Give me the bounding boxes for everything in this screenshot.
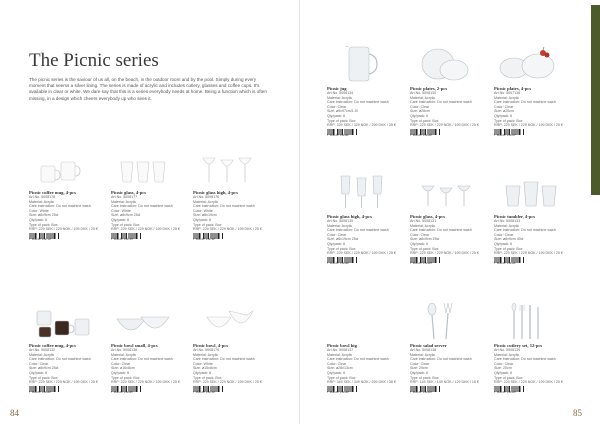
product-spec-line: Color: White <box>111 208 131 213</box>
product-picnic-plates-4 <box>494 44 572 137</box>
product-spec-line: Care instruction: Do not machine wash <box>111 204 173 209</box>
product-spec-line: Size: 29cm <box>410 366 428 371</box>
page-number-left: 84 <box>10 408 19 418</box>
product-spec-line: Qty/pack: 6 <box>29 217 48 222</box>
barcode <box>111 233 141 241</box>
product-spec-line: Material: Acrylic <box>410 95 436 100</box>
product-spec-line: Color: Clear <box>494 232 514 237</box>
product-spec-line: Material: Acrylic <box>29 352 55 357</box>
product-image-plates <box>410 44 488 84</box>
product-spec-line: Size: ø8x9cm 25cl <box>29 366 59 371</box>
product-spec-line: Size: ø8x9cm 25cl <box>29 213 59 218</box>
product-picnic-coffee-mug-clear <box>29 301 107 394</box>
barcode-number: 7 394163 111404 <box>410 261 432 265</box>
product-name: Picnic coffee mug, 4-pcs <box>29 343 76 348</box>
product-spec-line: Type of pack: Box <box>111 222 140 227</box>
product-spec-line: Art.No. 5008177 <box>111 195 138 199</box>
product-spec-line: Material: Acrylic <box>29 199 55 204</box>
product-spec-line: RRP: 229 SEK / 229 NOK / 199 DKK / 25 € <box>494 251 563 256</box>
product-name: Picnic glass high, 4-pcs <box>327 214 372 219</box>
product-name: Picnic tumbler, 4-pcs <box>494 214 536 219</box>
product-name: Picnic cutlery set, 12-pcs <box>494 343 543 348</box>
product-spec-line: Qty/pack: 6 <box>327 113 346 118</box>
product-spec-line: RRP: 149 SEK / 149 NOK / 129 DKK / 16 € <box>410 380 479 385</box>
product-spec-line: Qty/pack: 6 <box>327 241 346 246</box>
barcode-number: 7 394163 111398 <box>327 261 349 265</box>
product-image-high-glass-white <box>193 148 271 188</box>
product-spec-line: Color: Clear <box>327 361 347 366</box>
product-spec-line: Color: White <box>193 208 213 213</box>
barcode-number: 7 394163 111725 <box>111 237 133 241</box>
product-image-glass-clear <box>410 172 488 212</box>
product-picnic-glass-clear <box>410 172 488 265</box>
product-name: Picnic bowl, 4-pcs <box>193 343 229 348</box>
barcode <box>494 257 524 265</box>
product-spec-line: Type of pack: Box <box>193 375 222 380</box>
product-spec-line: Art.No. 5008133 <box>494 219 521 223</box>
product-image-bowl-white <box>193 301 271 341</box>
product-spec-line: Type of pack: Box <box>494 375 523 380</box>
product-spec-line: Care instruction: Do not machine wash <box>327 357 389 362</box>
product-spec-line: Care instruction: Do not machine wash <box>494 100 556 105</box>
product-spec-line: Care instruction: Do not machine wash <box>494 357 556 362</box>
product-spec-line: Material: Acrylic <box>193 199 219 204</box>
product-spec-line: Care instruction: Do not machine wash <box>494 228 556 233</box>
product-spec-line: Type of pack: Box <box>327 375 356 380</box>
product-spec-line: Qty/pack: 6 <box>494 370 513 375</box>
product-picnic-coffee-mug-white <box>29 148 107 241</box>
barcode <box>111 386 141 394</box>
product-spec-line: Art.No. 5008132 <box>29 348 56 352</box>
intro-text: The picnic series is the saviour of us all, on the beach, in the outdoor room and by the pool. Simply during every moment that seems a silver lining. The series is made of acrylic and includes cutlery, glasses and coffee cups. It's available in clear or white. We dare say that this is a series everybody needs at home. Being a function which is often missing, in a design which cheers everybody up who sees it. <box>29 77 267 101</box>
product-spec-line: RRP: 229 SEK / 229 NOK / 199 DKK / 25 € <box>193 380 262 385</box>
product-picnic-bowl-small <box>111 301 189 394</box>
product-spec-line: Size: ø15x8cm <box>193 366 217 371</box>
product-picnic-salad-server <box>410 301 488 394</box>
product-image-salad-server <box>410 301 488 341</box>
product-spec-line: Qty/pack: 6 <box>410 370 429 375</box>
product-image-mug-white <box>29 148 107 188</box>
product-spec-line: Type of pack: Box <box>494 118 523 123</box>
product-spec-line: Color: Clear <box>327 232 347 237</box>
product-spec-line: RRP: 229 SEK / 229 NOK / 199 DKK / 25 € <box>29 227 98 232</box>
product-spec-line: Size: ø8x9cm 25cl <box>410 237 440 242</box>
product-spec-line: Type of pack: Box <box>410 246 439 251</box>
product-spec-line: Size: ø28x13cm <box>327 366 353 371</box>
barcode-number: 7 394163 111381 <box>327 133 349 137</box>
barcode-number: 7 394163 111442 <box>327 390 349 394</box>
product-spec-line: Material: Acrylic <box>494 95 520 100</box>
product-spec-line: RRP: 229 SEK / 229 NOK / 199 DKK / 25 € <box>327 251 396 256</box>
product-spec-line: Care instruction: Do not machine wash <box>327 228 389 233</box>
barcode-number: 7 394163 111718 <box>29 237 51 241</box>
product-spec-line: Color: Clear <box>494 361 514 366</box>
product-spec-line: Color: Clear <box>327 104 347 109</box>
product-spec-line: Size: ø28cm <box>410 109 430 114</box>
product-name: Picnic plates, 4-pcs <box>494 86 532 91</box>
product-spec-line: Qty/pack: 6 <box>494 113 513 118</box>
product-spec-line: Color: Clear <box>410 104 430 109</box>
product-picnic-tumbler <box>494 172 572 265</box>
product-name: Picnic bowl big <box>327 343 357 348</box>
product-spec-line: RRP: 229 SEK / 229 NOK / 199 DKK / 25 € <box>193 227 262 232</box>
product-spec-line: RRP: 229 SEK / 229 NOK / 199 DKK / 25 € <box>410 123 479 128</box>
product-spec-line: Type of pack: Box <box>410 375 439 380</box>
barcode <box>327 257 357 265</box>
product-spec-line: Color: Clear <box>494 104 514 109</box>
product-spec-line: Type of pack: Box <box>111 375 140 380</box>
product-spec-line: Size: 20cm <box>494 366 512 371</box>
product-image-jug <box>327 44 405 84</box>
product-spec-line: Art.No. 5008131 <box>410 219 437 223</box>
product-picnic-glass-high-white <box>193 148 271 241</box>
product-name: Picnic glass, 4-pcs <box>111 190 147 195</box>
product-spec-line: Material: Acrylic <box>494 223 520 228</box>
product-picnic-jug <box>327 44 405 137</box>
product-spec-line: RRP: 229 SEK / 229 NOK / 199 DKK / 25 € <box>111 380 180 385</box>
product-spec-line: Size: ø8x19cm 25cl <box>327 237 359 242</box>
product-name: Picnic plates, 2-pcs <box>410 86 448 91</box>
barcode <box>327 386 357 394</box>
product-spec-line: Size: ø20cm <box>494 109 514 114</box>
product-spec-line: Material: Acrylic <box>111 199 137 204</box>
product-spec-line: Type of pack: Box <box>327 118 356 123</box>
product-picnic-cutlery-set <box>494 301 572 394</box>
product-spec-line: Size: ø9x97cm/1.5l <box>327 109 358 114</box>
barcode-number: 7 394163 111459 <box>410 390 432 394</box>
product-image-tumbler <box>494 172 572 212</box>
product-spec-line: Art.No. 5008137 <box>327 348 354 352</box>
product-spec-line: Care instruction: Do not machine wash <box>29 204 91 209</box>
product-spec-line: Care instruction: Do not machine wash <box>410 228 472 233</box>
product-spec-line: Qty/pack: 6 <box>193 217 212 222</box>
product-spec-line: Qty/pack: 6 <box>410 113 429 118</box>
product-spec-line: Art.No. 5008176 <box>193 195 220 199</box>
barcode <box>193 233 223 241</box>
product-spec-line: Material: Acrylic <box>410 223 436 228</box>
product-spec-line: Material: Acrylic <box>494 352 520 357</box>
product-spec-line: Type of pack: Box <box>29 375 58 380</box>
product-spec-line: Care instruction: Do not machine wash <box>193 357 255 362</box>
barcode-number: 7 394163 111411 <box>494 261 516 265</box>
product-spec-line: Care instruction: Do not machine wash <box>327 100 389 105</box>
barcode-number: 7 394163 111435 <box>111 390 133 394</box>
product-spec-line: Material: Acrylic <box>111 352 137 357</box>
product-spec-line: Type of pack: Box <box>193 222 222 227</box>
product-spec-line: Material: Acrylic <box>410 352 436 357</box>
product-picnic-plates-2 <box>410 44 488 137</box>
product-spec-line: RRP: 229 SEK / 229 NOK / 199 DKK / 25 € <box>29 380 98 385</box>
barcode <box>494 129 524 137</box>
product-image-coffee-mug-clear <box>29 301 107 341</box>
product-spec-line: Qty/pack: 6 <box>111 217 130 222</box>
barcode <box>410 257 440 265</box>
product-spec-line: Color: White <box>29 208 49 213</box>
barcode <box>29 386 59 394</box>
barcode-number: 7 394163 111732 <box>193 237 215 241</box>
product-spec-line: Material: Acrylic <box>327 95 353 100</box>
product-image-cutlery <box>494 301 572 341</box>
barcode-number: 7 394163 111466 <box>494 390 516 394</box>
barcode <box>494 386 524 394</box>
product-spec-line: Art.No. 5008134 <box>327 91 354 95</box>
product-spec-line: Type of pack: Box <box>494 246 523 251</box>
product-spec-line: Art.No. 5008178 <box>29 195 56 199</box>
product-name: Picnic jug <box>327 86 347 91</box>
product-spec-line: Size: ø8x9cm 25cl <box>111 213 141 218</box>
product-name: Picnic glass, 4-pcs <box>410 214 446 219</box>
barcode <box>410 386 440 394</box>
product-picnic-bowl-big <box>327 301 405 394</box>
product-spec-line: RRP: 329 SEK / 329 NOK / 299 DKK / 35 € <box>327 123 396 128</box>
product-spec-line: Qty/pack: 6 <box>327 370 346 375</box>
page-title: The Picnic series <box>29 50 159 71</box>
barcode <box>193 386 223 394</box>
page-number-right: 85 <box>573 408 582 418</box>
product-spec-line: Art.No. 5008139 <box>494 348 521 352</box>
product-spec-line: Qty/pack: 6 <box>494 241 513 246</box>
product-spec-line: Material: Acrylic <box>327 352 353 357</box>
product-name: Picnic coffee mug, 4-pcs <box>29 190 76 195</box>
product-spec-line: Size: ø8x19cm <box>193 213 217 218</box>
product-spec-line: Art.No. 5008138 <box>410 348 437 352</box>
product-spec-line: Type of pack: Box <box>410 118 439 123</box>
barcode-number: 7 394163 111749 <box>193 390 215 394</box>
product-spec-line: RRP: 229 SEK / 229 NOK / 199 DKK / 25 € <box>111 227 180 232</box>
product-spec-line: Color: White <box>193 361 213 366</box>
product-spec-line: Material: Acrylic <box>193 352 219 357</box>
barcode-number: 7 394163 111640 <box>410 133 432 137</box>
product-image-glass-white <box>111 148 189 188</box>
product-name: Picnic salad server <box>410 343 447 348</box>
product-spec-line: Type of pack: Box <box>327 246 356 251</box>
product-spec-line: RRP: 229 SEK / 229 NOK / 199 DKK / 25 € <box>494 123 563 128</box>
barcode <box>327 129 357 137</box>
product-spec-line: Art.No. 5008130 <box>410 91 437 95</box>
product-spec-line: Care instruction: Do not machine wash <box>193 204 255 209</box>
product-spec-line: Color: Clear <box>111 361 131 366</box>
product-spec-line: RRP: 229 SEK / 229 NOK / 199 DKK / 25 € <box>494 380 563 385</box>
product-spec-line: Care instruction: Do not machine wash <box>410 100 472 105</box>
product-spec-line: Type of pack: Box <box>29 222 58 227</box>
product-spec-line: Color: Clear <box>29 361 49 366</box>
product-image-plates-4 <box>494 44 572 84</box>
product-spec-line: Art.No. 5007136 <box>494 91 521 95</box>
section-tab <box>591 5 600 195</box>
product-spec-line: Qty/pack: 6 <box>111 370 130 375</box>
page-spine <box>299 0 300 424</box>
product-picnic-glass-white <box>111 148 189 241</box>
product-spec-line: Art.No. 5008136 <box>111 348 138 352</box>
product-spec-line: Qty/pack: 6 <box>410 241 429 246</box>
product-picnic-glass-high-clear <box>327 172 405 265</box>
product-picnic-bowl-white <box>193 301 271 394</box>
product-spec-line: Size: ø8x9cm 40cl <box>494 237 524 242</box>
product-spec-line: Qty/pack: 6 <box>193 370 212 375</box>
product-name: Picnic glass high, 4-pcs <box>193 190 238 195</box>
product-spec-line: Care instruction: Do not machine wash <box>29 357 91 362</box>
product-spec-line: Material: Acrylic <box>327 223 353 228</box>
product-spec-line: Color: Clear <box>410 232 430 237</box>
product-spec-line: Color: Clear <box>410 361 430 366</box>
product-spec-line: Care instruction: Do not machine wash <box>410 357 472 362</box>
product-spec-line: Qty/pack: 6 <box>29 370 48 375</box>
product-spec-line: Care instruction: Do not machine wash <box>111 357 173 362</box>
barcode <box>29 233 59 241</box>
barcode-number: 7 394163 111428 <box>29 390 51 394</box>
product-spec-line: Art.No. 5008135 <box>327 219 354 223</box>
product-image-glass-high-clear <box>327 172 405 212</box>
barcode-number: 7 394163 111657 <box>494 133 516 137</box>
product-image-bowl-small <box>111 301 189 341</box>
product-spec-line: Size: ø16x8cm <box>111 366 135 371</box>
product-spec-line: RRP: 229 SEK / 229 NOK / 199 DKK / 25 € <box>410 251 479 256</box>
product-name: Picnic bowl small, 4-pcs <box>111 343 158 348</box>
product-spec-line: RRP: 349 SEK / 349 NOK / 299 DKK / 38 € <box>327 380 396 385</box>
product-image-bowl-big <box>327 301 405 341</box>
barcode <box>410 129 440 137</box>
product-spec-line: Art.No. 5008179 <box>193 348 220 352</box>
